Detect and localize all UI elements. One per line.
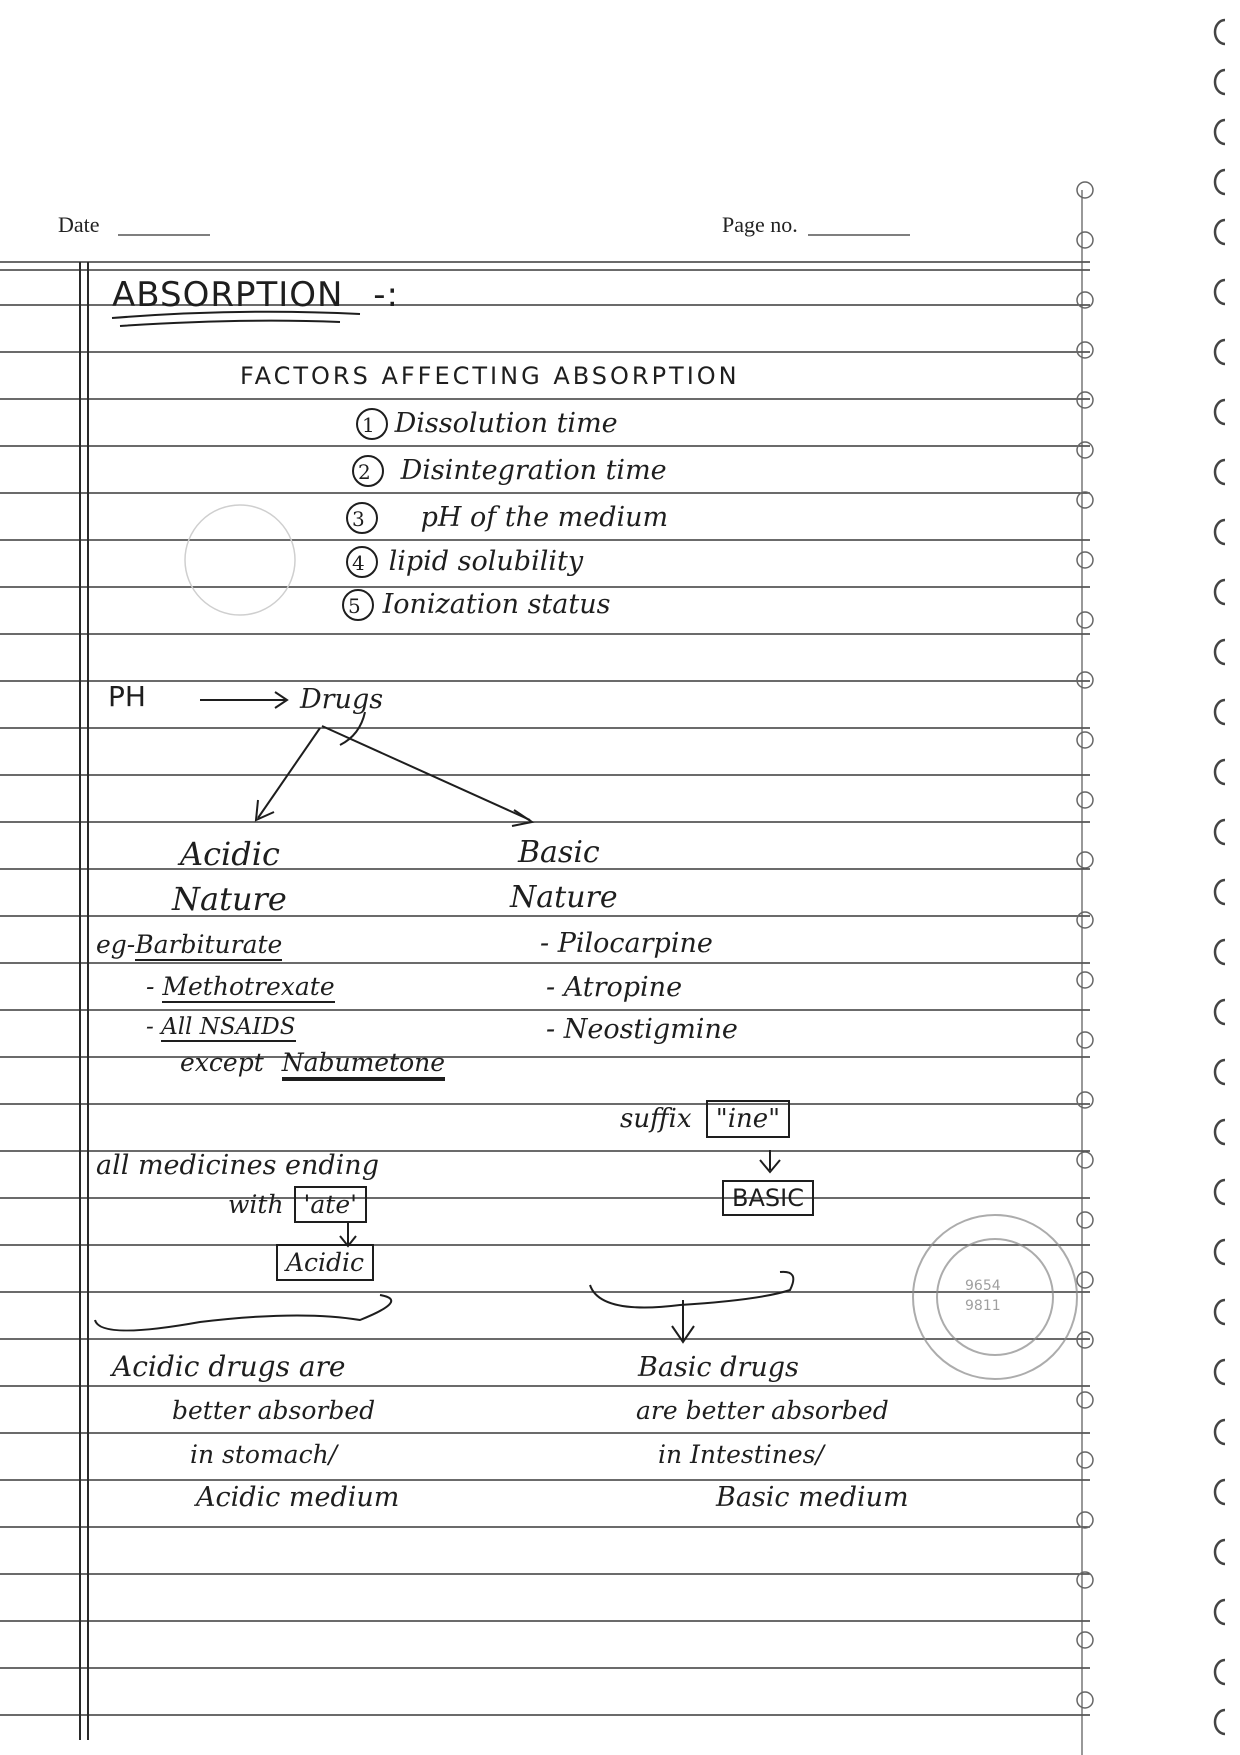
basic-result-box: BASIC: [722, 1180, 814, 1216]
acidic-title: Acidic: [180, 835, 280, 873]
date-label: Date: [58, 212, 100, 237]
factor-text: Dissolution time: [394, 408, 618, 439]
factor-text: Ionization status: [382, 589, 611, 620]
factor-item: [348, 589, 610, 620]
basic-example-text: Pilocarpine: [557, 928, 713, 959]
except-drug: Nabumetone: [282, 1048, 445, 1081]
factor-number: 5: [348, 594, 361, 618]
basic-example: [540, 928, 713, 959]
basic-conclusion-line: Basic medium: [716, 1482, 909, 1513]
svg-text:9654: 9654: [965, 1278, 1001, 1294]
list-dash: -: [546, 1014, 564, 1045]
eg-prefix: eg-: [96, 930, 136, 959]
acidic-example: [146, 1014, 296, 1040]
ph-label: PH: [108, 680, 146, 713]
suffix-label: suffix: [620, 1104, 692, 1134]
list-dash: -: [540, 928, 558, 959]
basic-title: Basic: [518, 835, 600, 870]
factor-item: [352, 502, 668, 533]
factor-number: 3: [352, 507, 365, 531]
acidic-example-text: All NSAIDS: [161, 1014, 296, 1040]
page-title: [112, 275, 399, 315]
acidic-rule-with: [228, 1190, 367, 1219]
factor-text: lipid solubility: [388, 546, 584, 577]
acidic-example-text: Methotrexate: [162, 972, 335, 1001]
except-prefix: except: [180, 1048, 264, 1077]
page-no-label: Page no.: [722, 212, 798, 237]
drugs-label: Drugs: [300, 684, 384, 715]
acidic-nature: Nature: [172, 880, 287, 918]
acidic-example: [146, 972, 335, 1001]
basic-conclusion-line: Basic drugs: [638, 1352, 799, 1383]
factors-heading: FACTORS AFFECTING ABSORPTION: [240, 362, 740, 390]
basic-suffix: [620, 1104, 790, 1134]
factor-item: [362, 408, 618, 439]
factor-number: 4: [352, 551, 365, 575]
acidic-conclusion-line: Acidic medium: [196, 1482, 400, 1513]
rule-with: with: [228, 1190, 284, 1219]
basic-example: [546, 972, 682, 1003]
basic-conclusion-line: in Intestines/: [658, 1440, 824, 1469]
basic-example-text: Atropine: [563, 972, 683, 1003]
suffix-value-box: "ine": [706, 1100, 790, 1138]
factor-number: 2: [358, 460, 371, 484]
acidic-example: [96, 930, 282, 959]
acidic-example-text: Barbiturate: [135, 930, 283, 959]
list-dash: -: [546, 972, 564, 1003]
acidic-exception: [180, 1048, 445, 1077]
acidic-conclusion-line: Acidic drugs are: [112, 1350, 346, 1383]
factor-item: [358, 455, 667, 486]
title-text: ABSORPTION: [112, 275, 344, 315]
list-dash: -: [146, 1014, 162, 1040]
acidic-conclusion-line: in stomach/: [190, 1440, 338, 1469]
basic-nature: Nature: [510, 880, 618, 915]
factor-text: Disintegration time: [400, 455, 667, 486]
acidic-conclusion-line: better absorbed: [172, 1396, 376, 1425]
basic-example-text: Neostigmine: [563, 1014, 738, 1045]
factor-item: [352, 546, 583, 577]
basic-conclusion-line: are better absorbed: [636, 1396, 889, 1425]
title-suffix: -:: [373, 275, 399, 315]
svg-text:9811: 9811: [965, 1298, 1001, 1314]
factor-number: 1: [362, 413, 375, 437]
basic-example: [546, 1014, 738, 1045]
acidic-result-box: Acidic: [276, 1244, 374, 1281]
factor-text: pH of the medium: [420, 502, 669, 533]
list-dash: -: [146, 972, 163, 1001]
acidic-rule: all medicines ending: [96, 1150, 379, 1181]
rule-suffix-box: 'ate': [294, 1186, 368, 1223]
